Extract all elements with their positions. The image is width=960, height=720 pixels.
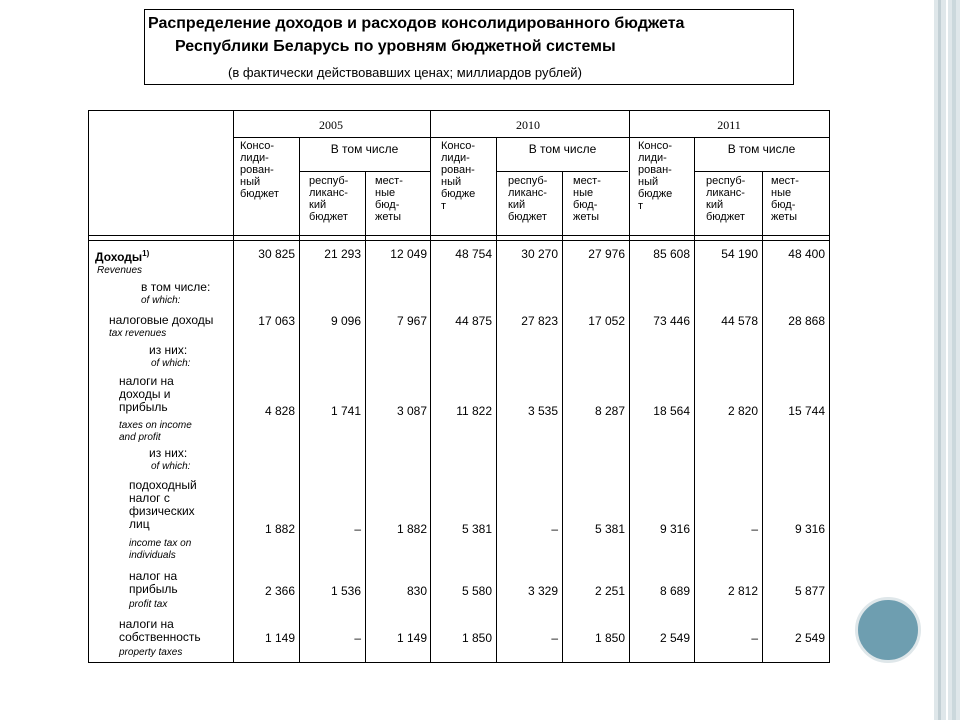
value-cell: 11 822	[456, 404, 492, 418]
value-cell: 73 446	[653, 314, 690, 328]
value-cell: 17 063	[258, 314, 295, 328]
row-label-en: taxes on income and profit	[119, 420, 192, 443]
value-cell: 9 316	[794, 522, 825, 536]
value-cell: 1 149	[396, 631, 427, 645]
value-cell: 18 564	[653, 404, 690, 418]
decorative-circle	[855, 597, 921, 663]
value-cell: 1 149	[264, 631, 295, 645]
value-cell: 21 293	[324, 247, 361, 261]
value-cell: –	[551, 631, 558, 645]
year-2005: 2005	[319, 118, 343, 132]
value-cell: 27 976	[588, 247, 625, 261]
header-republican: респуб- ликанс- кий бюджет	[508, 175, 548, 223]
header-republican: респуб- ликанс- кий бюджет	[706, 175, 746, 223]
value-cell: –	[751, 522, 758, 536]
value-cell: –	[354, 522, 361, 536]
value-cell: 1 850	[594, 631, 625, 645]
value-cell: 85 608	[653, 247, 690, 261]
value-cell: –	[551, 522, 558, 536]
value-cell: 7 967	[396, 314, 427, 328]
value-cell: 28 868	[788, 314, 825, 328]
row-label-en: of which:	[151, 461, 191, 472]
row-label-en: of which:	[141, 295, 181, 306]
header-local: мест- ные бюд- жеты	[573, 175, 601, 223]
row-label-ru: налоговые доходы	[109, 313, 214, 327]
value-cell: 1 850	[461, 631, 492, 645]
value-cell: 2 366	[264, 584, 295, 598]
value-cell: 2 820	[727, 404, 758, 418]
year-2011: 2011	[717, 118, 741, 132]
row-label-en: profit tax	[129, 599, 168, 610]
row-label-revenues: Доходы$^{1)}$	[95, 249, 150, 264]
row-label-en: income tax on individuals	[129, 538, 192, 561]
row-label-ru: в том числе:	[141, 280, 211, 294]
row-label-en: of which:	[151, 358, 191, 369]
value-cell: –	[354, 631, 361, 645]
value-cell: 15 744	[788, 404, 825, 418]
title-box	[144, 9, 794, 85]
title-subtitle: (в фактически действовавших ценах; миллиардов рублей)	[228, 65, 582, 80]
value-cell: 12 049	[390, 247, 427, 261]
value-cell: 3 329	[527, 584, 558, 598]
title-line-1: Распределение доходов и расходов консолидированного бюджета	[148, 15, 685, 32]
header-consolidated: Консо- лиди- рован- ный бюдже т	[441, 140, 476, 212]
value-cell: 30 270	[521, 247, 558, 261]
row-label-en: property taxes	[119, 647, 183, 658]
slide-border-line	[938, 0, 941, 720]
value-cell: 5 877	[794, 584, 825, 598]
budget-table	[88, 110, 830, 663]
title-line-2: Республики Беларусь по уровням бюджетной системы	[175, 38, 616, 55]
value-cell: 17 052	[588, 314, 625, 328]
header-local: мест- ные бюд- жеты	[375, 175, 403, 223]
value-cell: 3 087	[396, 404, 427, 418]
value-cell: 2 549	[794, 631, 825, 645]
header-including: В том числе	[727, 142, 796, 156]
value-cell: 9 316	[659, 522, 690, 536]
row-label-en: tax revenues	[109, 328, 167, 339]
value-cell: 3 535	[527, 404, 558, 418]
value-cell: 1 882	[264, 522, 295, 536]
row-label-en: Revenues	[97, 265, 143, 276]
header-including: В том числе	[330, 142, 399, 156]
row-label-ru: налоги на доходы и прибыль	[119, 374, 174, 414]
header-consolidated: Консо- лиди- рован- ный бюджет	[240, 140, 279, 200]
value-cell: 5 381	[461, 522, 492, 536]
value-cell: 54 190	[721, 247, 758, 261]
value-cell: 1 882	[396, 522, 427, 536]
value-cell: 830	[406, 584, 427, 598]
value-cell: 5 381	[594, 522, 625, 536]
value-cell: 27 823	[521, 314, 558, 328]
row-label-ru: подоходный налог с физических лиц	[129, 478, 197, 531]
value-cell: 8 287	[594, 404, 625, 418]
slide-border-line	[952, 0, 956, 720]
value-cell: 4 828	[264, 404, 295, 418]
year-2010: 2010	[516, 118, 540, 132]
row-label-ru: из них:	[149, 343, 188, 357]
value-cell: 44 578	[721, 314, 758, 328]
value-cell: 1 741	[330, 404, 361, 418]
value-cell: –	[751, 631, 758, 645]
value-cell: 44 875	[455, 314, 492, 328]
value-cell: 1 536	[330, 584, 361, 598]
value-cell: 48 754	[455, 247, 492, 261]
value-cell: 2 251	[594, 584, 625, 598]
header-consolidated: Консо- лиди- рован- ный бюдже т	[638, 140, 673, 212]
row-label-ru: из них:	[149, 446, 188, 460]
header-local: мест- ные бюд- жеты	[771, 175, 799, 223]
value-cell: 2 812	[727, 584, 758, 598]
header-republican: респуб- ликанс- кий бюджет	[309, 175, 349, 223]
value-cell: 9 096	[330, 314, 361, 328]
row-label-ru: налоги на собственность	[119, 617, 201, 644]
value-cell: 8 689	[659, 584, 690, 598]
value-cell: 48 400	[788, 247, 825, 261]
row-label-ru: налог на прибыль	[129, 569, 178, 596]
slide-border-line	[946, 0, 948, 720]
value-cell: 2 549	[659, 631, 690, 645]
value-cell: 5 580	[461, 584, 492, 598]
header-including: В том числе	[528, 142, 597, 156]
value-cell: 30 825	[258, 247, 295, 261]
